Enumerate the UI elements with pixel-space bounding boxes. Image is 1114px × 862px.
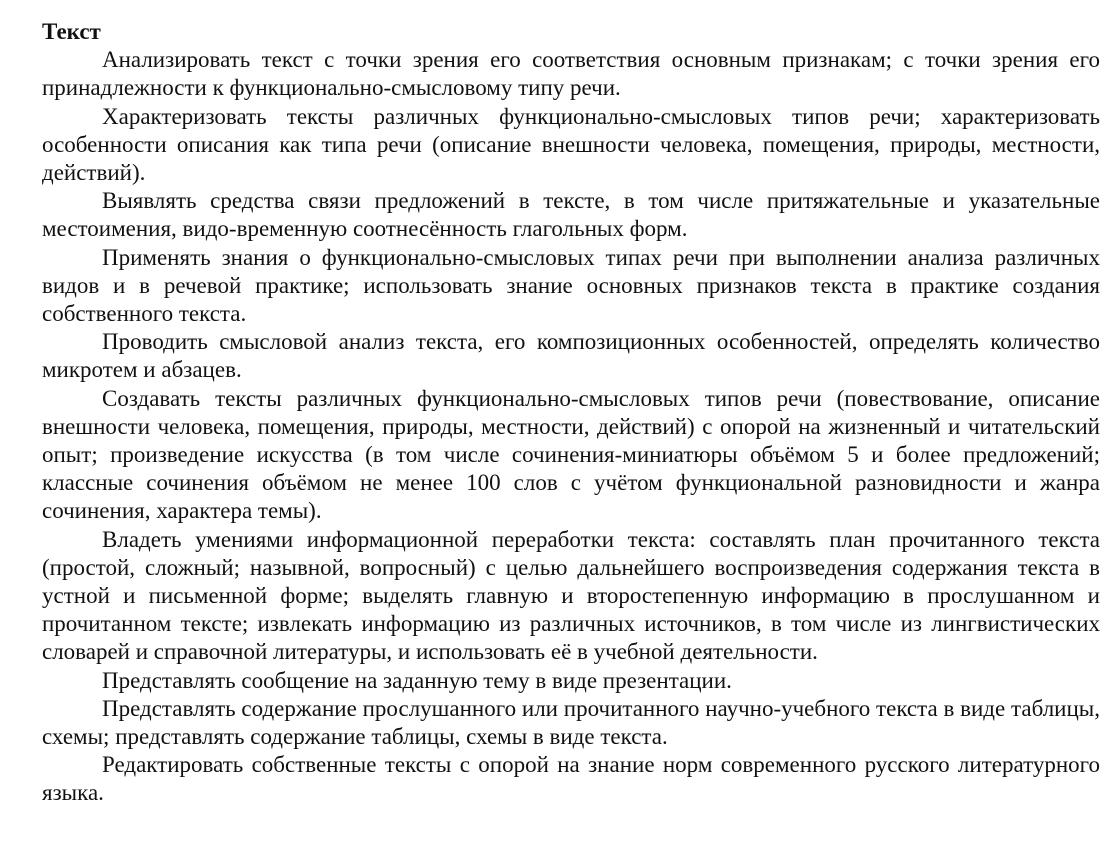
paragraph-information-processing: Владеть умениями информационной переработки текста: составлять план прочитанного текста (простой, сложный; назывной, вопросный) с целью дальнейшего воспроизведения содержания текста в устной и письменной форме; выделять главную и второстепенную информацию в прослушанном и прочитанном тексте; извлекать информацию из различных источников, в том числе из лингвистических словарей и справочной литературы, и использовать её в учебной деятельности. — [42, 526, 1100, 665]
paragraph-create-texts: Создавать тексты различных функционально-смысловых типов речи (повествование, описание внешности человека, помещения, природы, местности, действий) с опорой на жизненный и читательский опыт; произведение искусства (в том числе сочинения-миниатюры объёмом 5 и более предложений; классные сочинения объёмом не менее 100 слов с учётом функциональной разновидности и жанра сочинения, характера темы). — [42, 385, 1100, 524]
paragraph-presentation: Представлять сообщение на заданную тему в виде презентации. — [102, 667, 732, 693]
paragraph-semantic-analysis: Проводить смысловой анализ текста, его композиционных особенностей, определять количество микротем и абзацев. — [42, 329, 1100, 383]
section-heading: Текст — [42, 19, 101, 44]
paragraph-analyze-text: Анализировать текст с точки зрения его соответствия основным признакам; с точки зрения его принадлежности к функционально-смысловому типу речи. — [42, 47, 1100, 101]
paragraph-identify-links: Выявлять средства связи предложений в тексте, в том числе притяжательные и указательные местоимения, видо-временную соотнесённость глагольных форм. — [42, 188, 1100, 242]
paragraph-edit-texts: Редактировать собственные тексты с опорой на знание норм современного русского литературного языка. — [42, 752, 1100, 806]
paragraph-tables-schemes: Представлять содержание прослушанного или прочитанного научно-учебного текста в виде таблицы, схемы; представлять содержание таблицы, схемы в виде текста. — [42, 695, 1100, 750]
paragraph-characterize-texts: Характеризовать тексты различных функционально-смысловых типов речи; характеризовать особенности описания как типа речи (описание внешности человека, помещения, природы, местности, действий). — [42, 103, 1100, 186]
paragraph-apply-knowledge: Применять знания о функционально-смысловых типах речи при выполнении анализа различных видов и в речевой практике; использовать знание основных признаков текста в практике создания собственного текста. — [42, 244, 1100, 327]
